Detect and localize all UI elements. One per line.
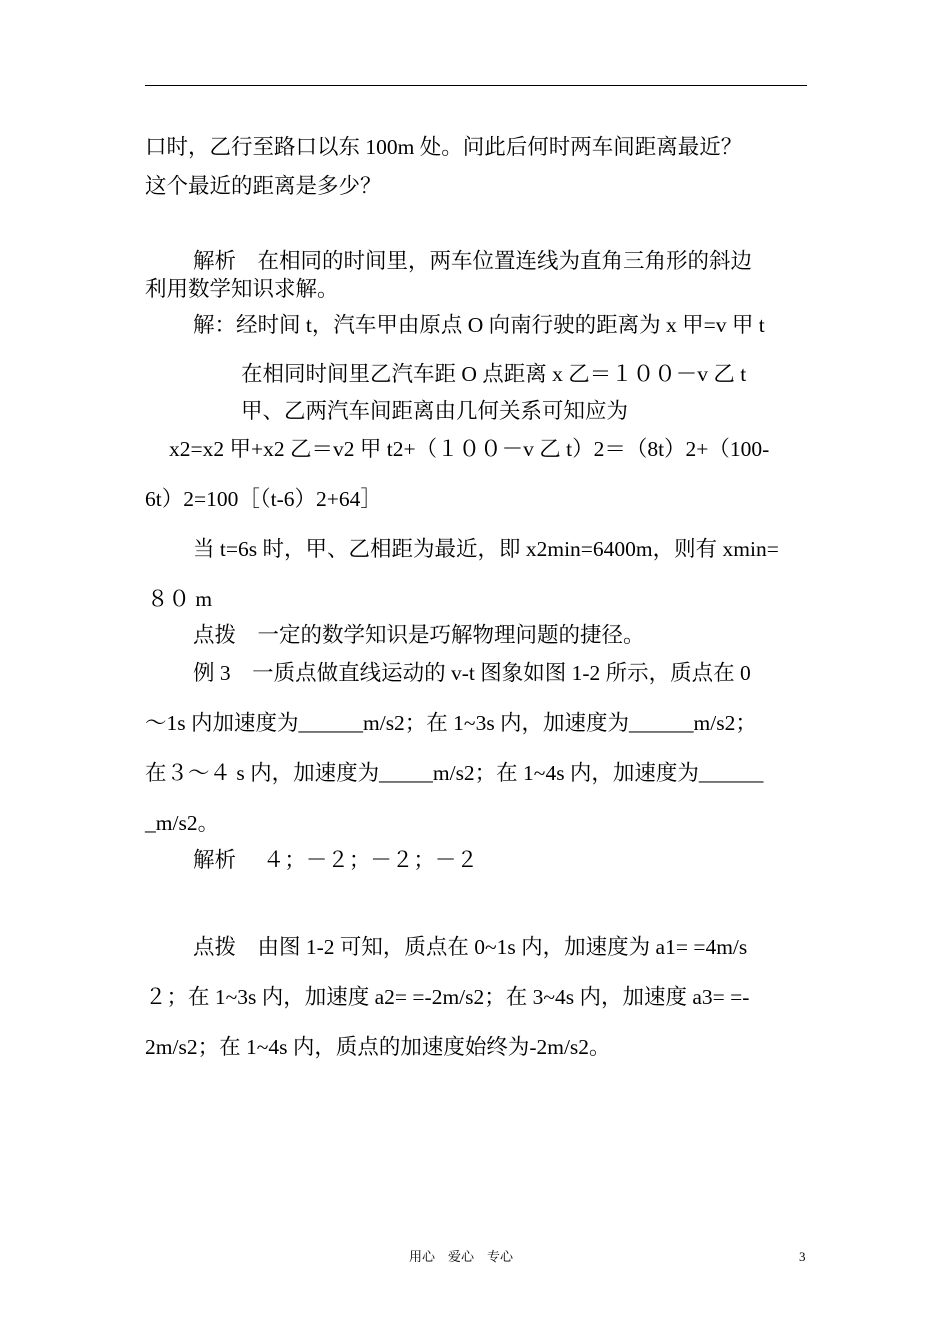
text-line-5: 解：经时间 t，汽车甲由原点 O 向南行驶的距离为 x 甲=v 甲 t [193,313,765,337]
text-line-15: 在３～４ s 内，加速度为_____m/s2；在 1~4s 内，加速度为______ [145,761,764,785]
text-line-13: 例 3 一质点做直线运动的 v-t 图象如图 1-2 所示，质点在 0 [193,661,751,685]
text-line-2: 这个最近的距离是多少？ [145,174,382,198]
text-line-10: 当 t=6s 时，甲、乙相距为最近，即 x2min=6400m，则有 xmin= [193,537,779,561]
text-line-16: _m/s2。 [145,811,220,835]
text-line-1: 口时，乙行至路口以东 100m 处。问此后何时两车间距离最近？ [145,135,743,159]
text-line-9: 6t）2=100［（t-6）2+64］ [145,487,382,511]
text-line-11: ８０ m [147,587,213,611]
text-line-12: 点拨 一定的数学知识是巧解物理问题的捷径。 [193,623,645,647]
text-line-7: 甲、乙两汽车间距离由几何关系可知应为 [241,399,629,423]
text-line-20: 2m/s2；在 1~4s 内，质点的加速度始终为-2m/s2。 [145,1035,611,1059]
text-line-17: 解析 ４；－２；－２；－２ [193,848,478,872]
text-line-3: 解析 在相同的时间里，两车位置连线为直角三角形的斜边 [193,249,753,273]
page-number: 3 [799,1249,806,1264]
text-line-19: ２；在 1~3s 内，加速度 a2= =-2m/s2；在 3~4s 内，加速度 a3= =- [145,985,750,1009]
text-line-8: x2=x2 甲+x2 乙＝v2 甲 t2+（１００－v 乙 t）2＝（8t）2+（100- [169,437,770,461]
text-line-18: 点拨 由图 1-2 可知，质点在 0~1s 内，加速度为 a1= =4m/s [193,935,748,959]
text-line-14: ～1s 内加速度为______m/s2；在 1~3s 内，加速度为______m/s2； [145,711,757,735]
footer-slogan: 用心 爱心 专心 [409,1249,514,1264]
text-line-4: 利用数学知识求解。 [145,277,339,301]
header-rule [145,85,807,86]
text-line-6: 在相同时间里乙汽车距 O 点距离 x 乙＝１００－v 乙 t [241,362,747,386]
